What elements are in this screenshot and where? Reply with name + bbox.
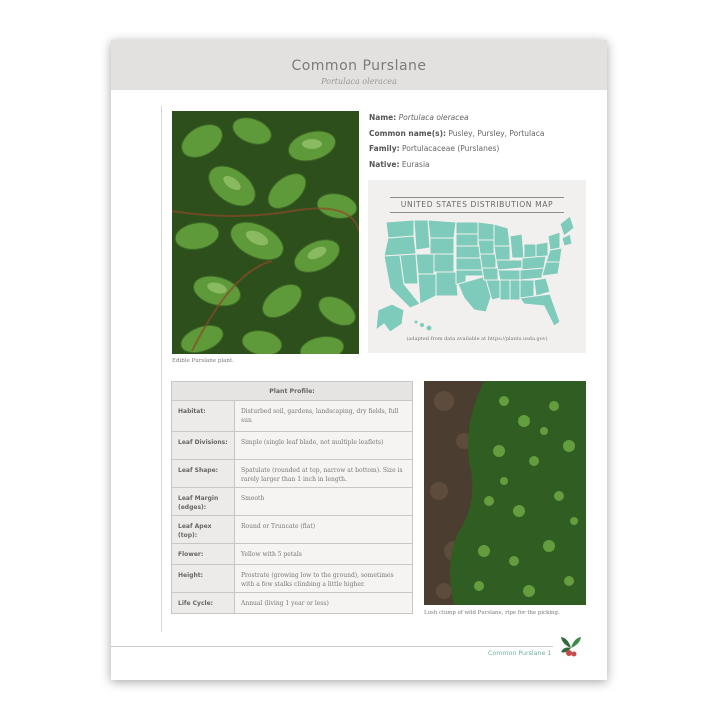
- page-number: 1: [547, 650, 552, 657]
- map-title: UNITED STATES DISTRIBUTION MAP: [390, 197, 564, 213]
- leaf-logo-icon: [558, 634, 584, 660]
- page-title: Common Purslane: [291, 58, 427, 74]
- native-row: [369, 157, 599, 173]
- native-label: Native:: [369, 159, 400, 169]
- purslane-closeup-photo: [172, 111, 359, 354]
- table-row: [172, 565, 413, 593]
- table-row: [172, 544, 413, 565]
- row-value: Round or Truncate (flat): [235, 516, 413, 544]
- page-header: [111, 40, 607, 90]
- family-label: Family:: [369, 144, 400, 153]
- name-value: Portulaca oleracea: [398, 113, 469, 122]
- row-label: Leaf Margin (edges):: [172, 488, 235, 516]
- row-label: Leaf Apex (top):: [172, 516, 235, 544]
- common-names-value: Pusley, Pursley, Portulaca: [448, 128, 545, 138]
- common-names-label: Common name(s):: [369, 128, 447, 138]
- wild-purslane-photo: [424, 381, 586, 605]
- row-value: Smooth: [235, 488, 413, 516]
- row-label: Life Cycle:: [172, 593, 235, 614]
- row-label: Habitat:: [172, 401, 235, 432]
- name-label: Name:: [369, 113, 397, 122]
- name-row: [369, 110, 599, 126]
- table-row: [172, 488, 413, 516]
- table-heading: Plant Profile:: [172, 382, 413, 401]
- row-value: Disturbed soil, gardens, landscaping, dry fields, full sun: [235, 401, 413, 432]
- row-value: Yellow with 5 petals: [235, 544, 413, 565]
- row-label: Leaf Divisions:: [172, 432, 235, 460]
- table-row: [172, 432, 413, 460]
- row-value: Spatulate (rounded at top, narrow at bottom). Size is rarely larger than 1 inch in length.: [235, 460, 413, 488]
- footer-title: Common Purslane: [488, 650, 546, 657]
- table-row: [172, 593, 413, 614]
- row-label: Flower:: [172, 544, 235, 565]
- us-distribution-map: [374, 214, 580, 334]
- common-names-row: [369, 126, 599, 142]
- native-value: Eurasia: [401, 159, 430, 169]
- document-page: [111, 40, 607, 680]
- row-label: Height:: [172, 565, 235, 593]
- photo2-caption: Lush clump of wild Purslane, ripe for the picking.: [424, 610, 560, 616]
- page-subtitle: Portulaca oleracea: [321, 77, 397, 86]
- table-row: [172, 460, 413, 488]
- distribution-map-panel: [368, 180, 586, 353]
- row-label: Leaf Shape:: [172, 460, 235, 488]
- family-value: Portulacaceae (Purslanes): [401, 144, 500, 153]
- footer-rule: [111, 646, 553, 647]
- map-caption: (adapted from data available at https://plants.usda.gov): [406, 336, 548, 342]
- row-value: Simple (single leaf blade, not multiple leaflets): [235, 432, 413, 460]
- table-row: [172, 401, 413, 432]
- left-rule: [161, 106, 162, 632]
- footer-text: [488, 650, 551, 657]
- table-row: [172, 516, 413, 544]
- plant-profile-table: [171, 381, 413, 614]
- row-value: Prostrate (growing low to the ground), sometimes with a few stalks climbing a little higher.: [235, 565, 413, 593]
- photo1-caption: Edible Purslane plant.: [172, 358, 234, 364]
- row-value: Annual (living 1 year or less): [235, 593, 413, 614]
- family-row: [369, 141, 599, 157]
- plant-info: [369, 110, 599, 172]
